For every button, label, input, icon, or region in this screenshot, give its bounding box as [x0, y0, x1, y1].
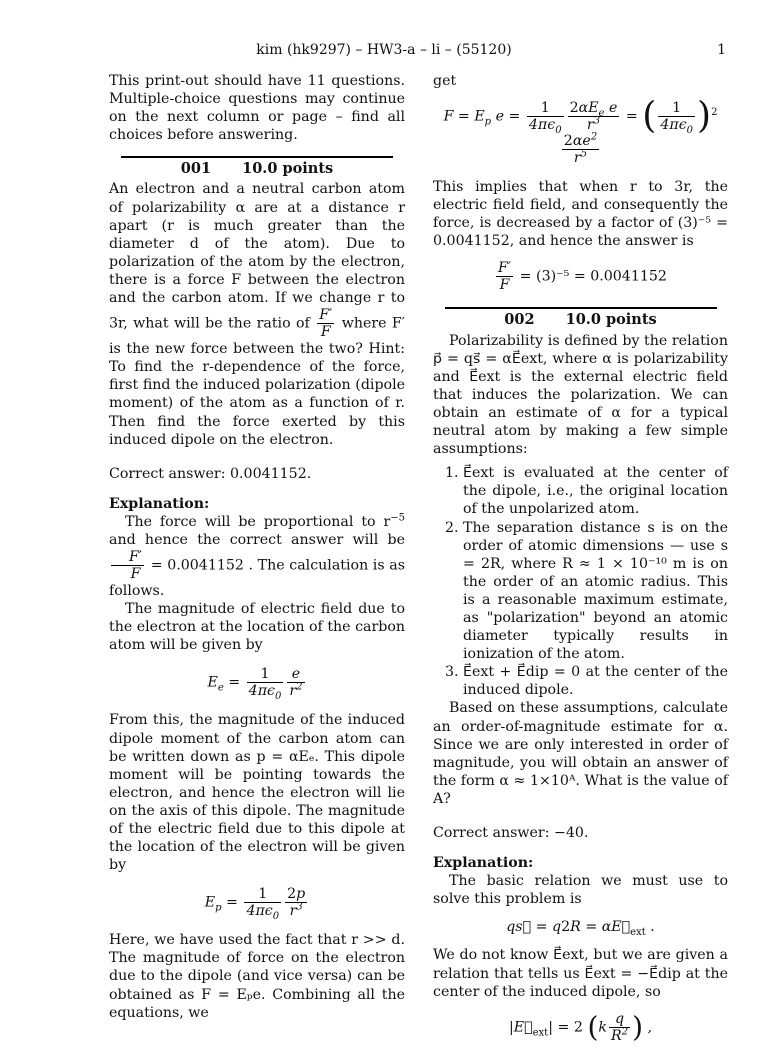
explanation-label: Explanation:: [433, 855, 534, 872]
correct-answer: Correct answer: −40.: [433, 825, 589, 841]
correct-answer: Correct answer: 0.0041152.: [109, 465, 312, 482]
explanation-paragraph: From this, the magnitude of the induced dipole moment of the carbon atom can be written down as p = αEₑ. This dipole moment will be pointing towards the electron, and hence the electron will lie on the axis of this dipole. The magnitude of the electric field due to this dipole at the location of the electron will be given by: [109, 712, 405, 874]
equation-electron-field: $E_e$ = $\frac{1}{4\pi\epsilon_0}$ $\frac{e}{r^2}$: [207, 666, 303, 703]
equation-force: $F = E_p$ e = $\frac{1}{4\pi\epsilon_0}$ $\frac{2\alpha E_e e}{r^3}$ = ( $\frac{1}{4\pi\epsilon_0}$ )$^2$ $\frac{2\alpha e^2}{r^5}$: [443, 95, 718, 167]
question-text: [109, 180, 405, 448]
explanation-paragraph: The basic relation we must use to solve this problem is: [433, 873, 728, 908]
question-text: Based on these assumptions, calculate an order-of-magnitude estimate for α. Since we are only interested in order of magnitude, you will obtain an answer of the form α ≈ 1×10ᴬ. What is the value of A?: [433, 700, 728, 807]
explanation-text: get: [433, 73, 457, 89]
question-text-part: An electron and a neutral carbon atom of polarizability α are at a distance r apart (r is much greater than the diameter d of the atom). Due to polarization of the atom by the electron, there is a force F between the electron and the carbon atom. If we change r to 3r, what will be the ratio of: [109, 181, 405, 332]
page-header: [0, 40, 768, 62]
header-title: kim (hk9297) – HW3-a – li – (55120): [256, 42, 512, 58]
ratio-fraction: $\frac{F'}{F}$: [319, 307, 333, 341]
explanation-paragraph: We do not know E⃗ext, but we are given a relation that tells us E⃗ext = −E⃗dip at the center of the induced dipole, so: [433, 947, 728, 1000]
equation-ext-field: $|E⃗_{ext}| = 2$ (k $\frac{q}{R^2}$ ) ,: [508, 1010, 653, 1044]
explanation-text: 0.0041152 . The calculation is as follows.: [109, 557, 405, 600]
list-item: 3. E⃗ext + E⃗dip = 0 at the center of the induced dipole.: [463, 663, 728, 699]
question-heading: [109, 160, 405, 178]
explanation-label: Explanation:: [109, 495, 210, 512]
ratio-result: = (3)⁻⁵ = 0.0041152: [519, 268, 667, 285]
equation-polarization: qs⃗ = $q2R = \alpha E⃗_{ext}$ .: [506, 919, 655, 939]
explanation-paragraph: Here, we have used the fact that r >> d. The magnitude of force on the electron due to the dipole (and vice versa) can be obtained as F = Eₚe. Combining all the equations, we: [109, 932, 405, 1021]
explanation-paragraph: The force will be proportional to $r^{-5}$ and hence the correct answer will be $\frac{F'}{F}$ = 0.0041152 . The calculation is as follows.: [109, 512, 405, 600]
question-text-part: where F′ is the new force between the two? Hint: To find the r-dependence of the force, first find the induced polarization (dipole moment) of the atom as a function of r. Then find the force exerted by this induced dipole on the electron.: [109, 315, 405, 448]
page-number: 1: [717, 42, 726, 58]
question-divider: [445, 307, 717, 309]
question-number: 002: [504, 311, 535, 329]
question-heading: [433, 311, 728, 329]
list-item: 2. The separation distance s is on the order of atomic dimensions — use s = 2R, where R ≈ 1 × 10⁻¹⁰ m is on the order of an atomic radius. This is a reasonable maximum estimate, as "polarization" beyond an atomic diameter typically results in ionization of the atom.: [463, 519, 728, 664]
equation-dipole-field: $E_p$ = $\frac{1}{4\pi\epsilon_0}$ $\frac{2p}{r^3}$: [204, 886, 306, 923]
question-points: 10.0 points: [242, 160, 334, 178]
right-column: [433, 72, 728, 1054]
ratio-fraction: $\frac{F'}{F}$: [111, 549, 144, 582]
left-column: [109, 72, 405, 1022]
question-points: 10.0 points: [565, 311, 657, 329]
explanation-paragraph: This implies that when r to 3r, the electric field field, and consequently the force, is decreased by a factor of (3)⁻⁵ = 0.0041152, and hence the answer is: [433, 179, 728, 250]
list-item: 1. E⃗ext is evaluated at the center of the dipole, i.e., the original location of the unpolarized atom.: [463, 464, 728, 518]
question-number: 001: [180, 160, 212, 178]
intro-text: This print-out should have 11 questions. Multiple-choice questions may continue on the next column or page – find all choices before answering.: [109, 73, 405, 144]
question-text: Polarizability is defined by the relation p⃗ = qs⃗ = αE⃗ext, where α is polarizability and E⃗ext is the external electric field that induces the polarization. We can obtain an estimate of α for a typical neutral atom by making a few simple assumptions:: [433, 332, 728, 458]
explanation-text: and hence the correct answer will be: [109, 531, 405, 548]
explanation-paragraph: The magnitude of electric field due to the electron at the location of the carbon atom will be given by: [109, 601, 406, 654]
question-divider: [121, 156, 393, 158]
explanation-text: The force will be proportional to r: [125, 513, 391, 530]
equation-ratio: $\frac{F'}{F}$ = (3)⁻⁵ = 0.0041152: [498, 260, 667, 294]
assumptions-list: [433, 464, 728, 699]
